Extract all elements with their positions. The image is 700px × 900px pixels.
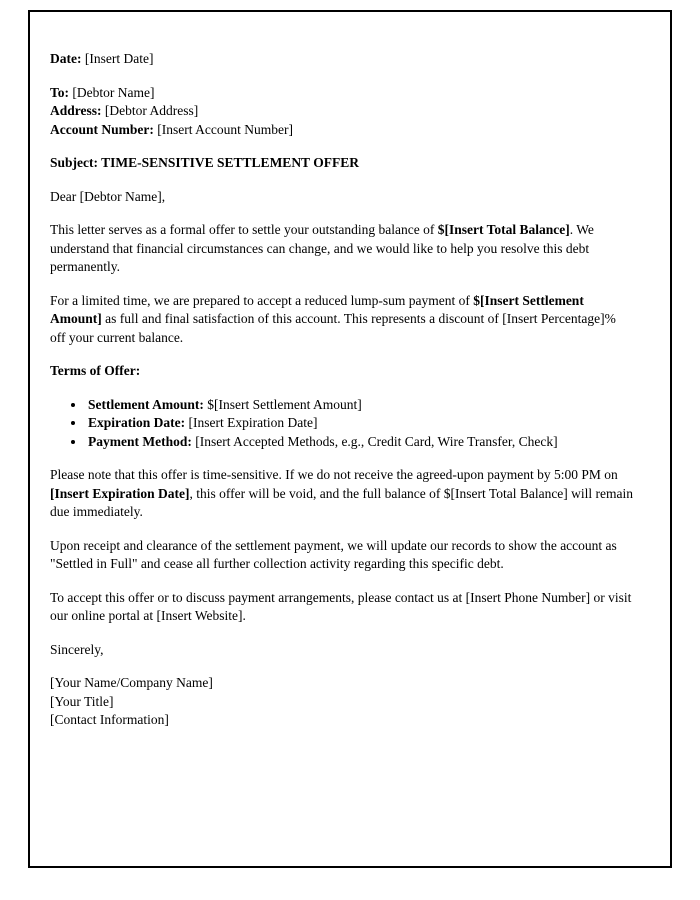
term-settlement-amount-label: Settlement Amount:	[88, 396, 204, 412]
term-payment-method-label: Payment Method:	[88, 433, 192, 449]
term-payment-method	[86, 433, 634, 452]
term-expiration-date-label: Expiration Date:	[88, 415, 186, 430]
closing: Sincerely,	[50, 641, 104, 657]
p3-expiration-date: [Insert Expiration Date]	[50, 485, 190, 501]
signature-contact: [Contact Information]	[50, 712, 169, 727]
salutation: Dear [Debtor Name],	[50, 188, 166, 204]
account-number-line	[50, 121, 634, 140]
letter-page	[28, 10, 672, 868]
subject-text: Subject: TIME-SENSITIVE SETTLEMENT OFFER	[50, 155, 359, 170]
signature-block	[50, 674, 634, 730]
p3-text-2: , this offer will be void, and the full balance of $[Insert Total Balance] will remain due immediately.	[50, 485, 634, 519]
to-line	[50, 84, 634, 103]
paragraph-offer-intro	[50, 221, 634, 277]
paragraph-lump-sum	[50, 292, 634, 348]
paragraph-settled-in-full: Upon receipt and clearance of the settlement payment, we will update our records to show the account as "Settled in Full" and cease all further collection activity regarding this specific debt.	[50, 537, 617, 571]
account-number-label: Account Number:	[50, 121, 154, 137]
paragraph-time-sensitive	[50, 466, 634, 522]
p2-text-1: For a limited time, we are prepared to accept a reduced lump-sum payment of	[50, 292, 474, 308]
p1-total-balance: $[Insert Total Balance]	[437, 222, 570, 237]
terms-heading	[50, 362, 634, 381]
subject-line	[50, 154, 634, 173]
term-settlement-amount-value: $[Insert Settlement Amount]	[203, 396, 362, 412]
signature-title: [Your Title]	[50, 693, 114, 709]
signature-name: [Your Name/Company Name]	[50, 675, 213, 690]
to-label: To:	[50, 84, 70, 100]
p2-settlement-amount: $[Insert Settlement Amount]	[50, 292, 584, 326]
address-value: [Debtor Address]	[101, 103, 199, 118]
date-line	[50, 50, 634, 69]
term-expiration-date	[86, 414, 634, 433]
p1-text-1: This letter serves as a formal offer to settle your outstanding balance of	[50, 222, 438, 237]
terms-list	[50, 396, 634, 452]
p1-text-2: . We understand that financial circumstances can change, and we would like to help you resolve this debt permanently.	[50, 222, 594, 274]
date-value: [Insert Date]	[81, 51, 154, 66]
p3-text-1: Please note that this offer is time-sensitive. If we do not receive the agreed-upon payment by 5:00 PM on	[50, 467, 618, 482]
account-number-value: [Insert Account Number]	[153, 121, 293, 137]
paragraph-contact: To accept this offer or to discuss payment arrangements, please contact us at [Insert Phone Number] or visit our online portal at [Insert Website].	[50, 589, 632, 623]
address-label: Address:	[50, 103, 102, 118]
term-settlement-amount	[86, 396, 634, 415]
to-value: [Debtor Name]	[69, 84, 155, 100]
recipient-block	[50, 84, 634, 140]
terms-heading-text: Terms of Offer:	[50, 363, 141, 378]
term-payment-method-value: [Insert Accepted Methods, e.g., Credit Card, Wire Transfer, Check]	[191, 433, 558, 449]
p2-text-2: as full and final satisfaction of this account. This represents a discount of [Insert Percentage]% off your current balance.	[50, 311, 616, 345]
term-expiration-date-value: [Insert Expiration Date]	[185, 415, 318, 430]
date-label: Date:	[50, 51, 82, 66]
address-line	[50, 102, 634, 121]
